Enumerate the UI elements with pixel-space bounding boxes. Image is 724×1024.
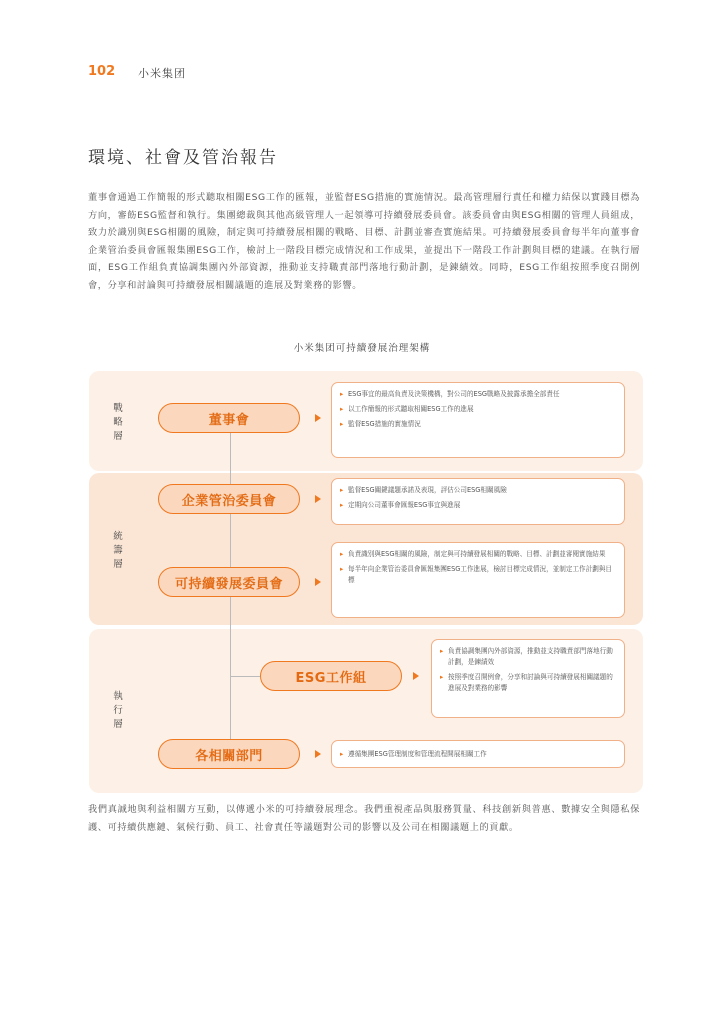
arrow-right-icon [413,672,419,680]
desc-item: ▸ 以工作簡報的形式聽取相關ESG工作的進展 [340,404,616,415]
intro-paragraph: 董事會通過工作簡報的形式聽取相關ESG工作的匯報，並監督ESG措施的實施情況。最高管理層行責任和權力結保以實踐目標為方向，審飭ESG監督和執行。集團總裁與其他高級管理人一起領導可持續發展委員會。該委員會由與ESG相關的管理人員組成，致力於識別與ESG相關的風險，制定與可持續發展相關的戰略、目標、計劃並審查實施結果。可持續發展委員會每半年向董事會企業管治委員會匯報集團ESG工作，檢討上一階段目標完成情況和工作成果，並提出下一階段工作計劃與目標的建議。在執行層面，ESG工作組負責協調集團內外部資源，推動並支持職責部門落地行動計劃，是鍊績效。同時，ESG工作組按照季度召開例會，分享和討論與可持續發展相關議題的進展及對業務的影響。 [88,192,640,291]
layer-label-execution: 執行層 [113,691,123,730]
desc-box-governance [331,478,625,525]
desc-item: ▸ 監督ESG措施的實施情況 [340,419,616,430]
desc-item: ▸ 每半年向企業管治委員會匯報集團ESG工作進展，檢討目標完成情況，並制定工作計劃與目標 [340,564,616,586]
company-name: 小米集团 [138,67,186,80]
node-governance-committee: 企業管治委員會 [158,484,300,514]
desc-item: ▸ 負責協調集團內外部資源，推動並支持職責部門落地行動計劃，是鍊績效 [440,646,616,668]
desc-item: ▸ 負責識別與ESG相關的風險，制定與可持續發展相關的戰略、目標、計劃並審閱實施結果 [340,549,616,560]
arrow-right-icon [315,495,321,503]
closing-paragraph: 我們真誠地與利益相關方互動，以傳遞小米的可持續發展理念。我們重視產品與服務質量、科技創新與普惠、數據安全與隱私保護、可持續供應鏈、氣候行動、員工、社會責任等議題對公司的影響以及公司在相關議題上的貢獻。 [88,804,640,833]
arrow-right-icon [315,750,321,758]
node-board: 董事會 [158,403,300,433]
section-title: 環境、社會及管治報告 [88,148,278,168]
arrow-right-icon [315,414,321,422]
desc-box-esg-group [431,639,625,718]
layer-label-strategy: 戰略層 [113,403,123,442]
desc-item: ▸ ESG事宜的最高負責及決策機構，對公司的ESG戰略及披露承擔全部責任 [340,389,616,400]
desc-box-board [331,382,625,458]
node-departments: 各相關部門 [158,739,300,769]
page-number: 102 [88,64,116,79]
connector-esg-group [230,676,260,677]
arrow-right-icon [315,578,321,586]
desc-item: ▸ 定期向公司董事會匯報ESG事宜與進展 [340,500,616,511]
layer-label-coordination: 統籌層 [113,531,123,570]
desc-item: ▸ 按照季度召開例會，分享和討論與可持續發展相關議題的進展及對業務的影響 [440,672,616,694]
desc-box-departments [331,740,625,768]
diagram-title: 小米集团可持續發展治理架構 [293,343,431,354]
node-esg-working-group: ESG工作組 [260,661,402,691]
desc-box-sustainability [331,542,625,618]
desc-item: ▸ 遵循集團ESG管理制度和管理流程開展相關工作 [340,749,616,760]
node-sustainability-committee: 可持續發展委員會 [158,567,300,597]
desc-item: ▸ 監督ESG關鍵議題承諾及表現，評估公司ESG相關風險 [340,485,616,496]
